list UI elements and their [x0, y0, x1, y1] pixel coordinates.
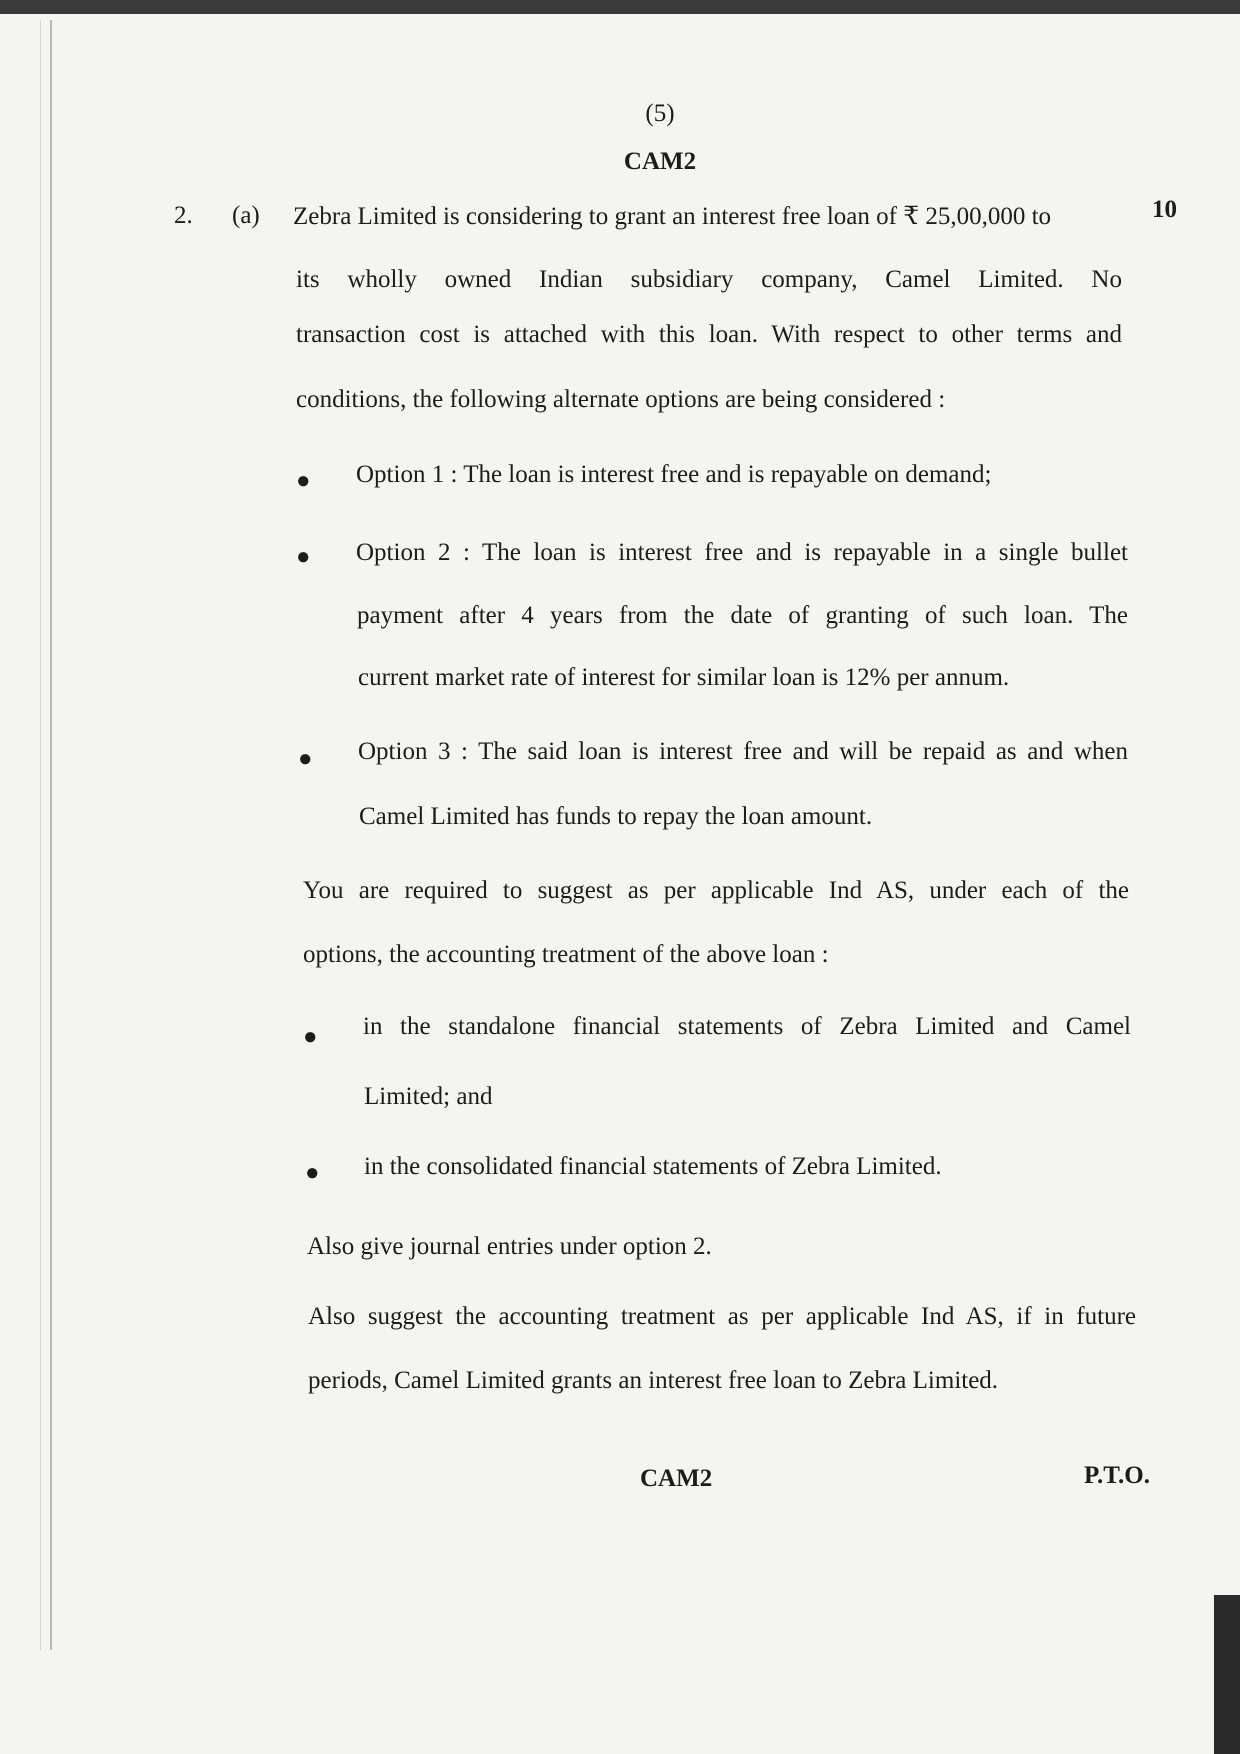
- future-line-2: periods, Camel Limited grants an interest free loan to Zebra Limited.: [308, 1367, 999, 1394]
- option-3-line-2: Camel Limited has funds to repay the loan amount.: [359, 803, 873, 830]
- option-1-bullet: ●: [296, 468, 311, 494]
- question-part: (a): [232, 202, 260, 229]
- intro-line-1: Zebra Limited is considering to grant an interest free loan of ₹ 25,00,000 to: [293, 203, 1052, 230]
- requirement-line-1: You are required to suggest as per applicable Ind AS, under each of the: [303, 877, 1129, 904]
- page-number: (5): [645, 100, 675, 127]
- scan-left-margin-line: [40, 20, 41, 1650]
- statement-1-bullet: ●: [303, 1024, 318, 1050]
- paper-code-footer: CAM2: [640, 1465, 713, 1492]
- intro-line-4: conditions, the following alternate options are being considered :: [296, 386, 946, 413]
- question-marks: 10: [1152, 196, 1177, 223]
- option-3-line-1: Option 3 : The said loan is interest free and will be repaid as and when: [358, 738, 1128, 765]
- statement-2-line-1: in the consolidated financial statements of Zebra Limited.: [364, 1153, 942, 1180]
- question-number: 2.: [174, 202, 193, 229]
- scan-top-edge: [0, 0, 1240, 14]
- statement-1-line-1: in the standalone financial statements of Zebra Limited and Camel: [363, 1013, 1131, 1040]
- option-1-line-1: Option 1 : The loan is interest free and is repayable on demand;: [356, 461, 992, 488]
- intro-line-3: transaction cost is attached with this loan. With respect to other terms and: [296, 321, 1122, 348]
- pto-label: P.T.O.: [1084, 1462, 1150, 1489]
- option-2-bullet: ●: [296, 544, 311, 570]
- scan-left-margin-rule: [50, 20, 52, 1650]
- statement-2-bullet: ●: [305, 1160, 320, 1186]
- paper-code-header: CAM2: [623, 148, 697, 175]
- option-2-line-1: Option 2 : The loan is interest free and is repayable in a single bullet: [356, 539, 1128, 566]
- statement-1-line-2: Limited; and: [364, 1083, 493, 1110]
- option-2-line-3: current market rate of interest for similar loan is 12% per annum.: [358, 664, 1010, 691]
- future-line-1: Also suggest the accounting treatment as per applicable Ind AS, if in future: [308, 1303, 1136, 1330]
- option-2-line-2: payment after 4 years from the date of granting of such loan. The: [357, 602, 1128, 629]
- intro-line-2: its wholly owned Indian subsidiary company, Camel Limited. No: [296, 266, 1122, 293]
- journal-entries-line: Also give journal entries under option 2.: [307, 1233, 712, 1260]
- scan-right-edge: [1214, 1595, 1240, 1754]
- option-3-bullet: ●: [298, 746, 313, 772]
- requirement-line-2: options, the accounting treatment of the above loan :: [303, 941, 829, 968]
